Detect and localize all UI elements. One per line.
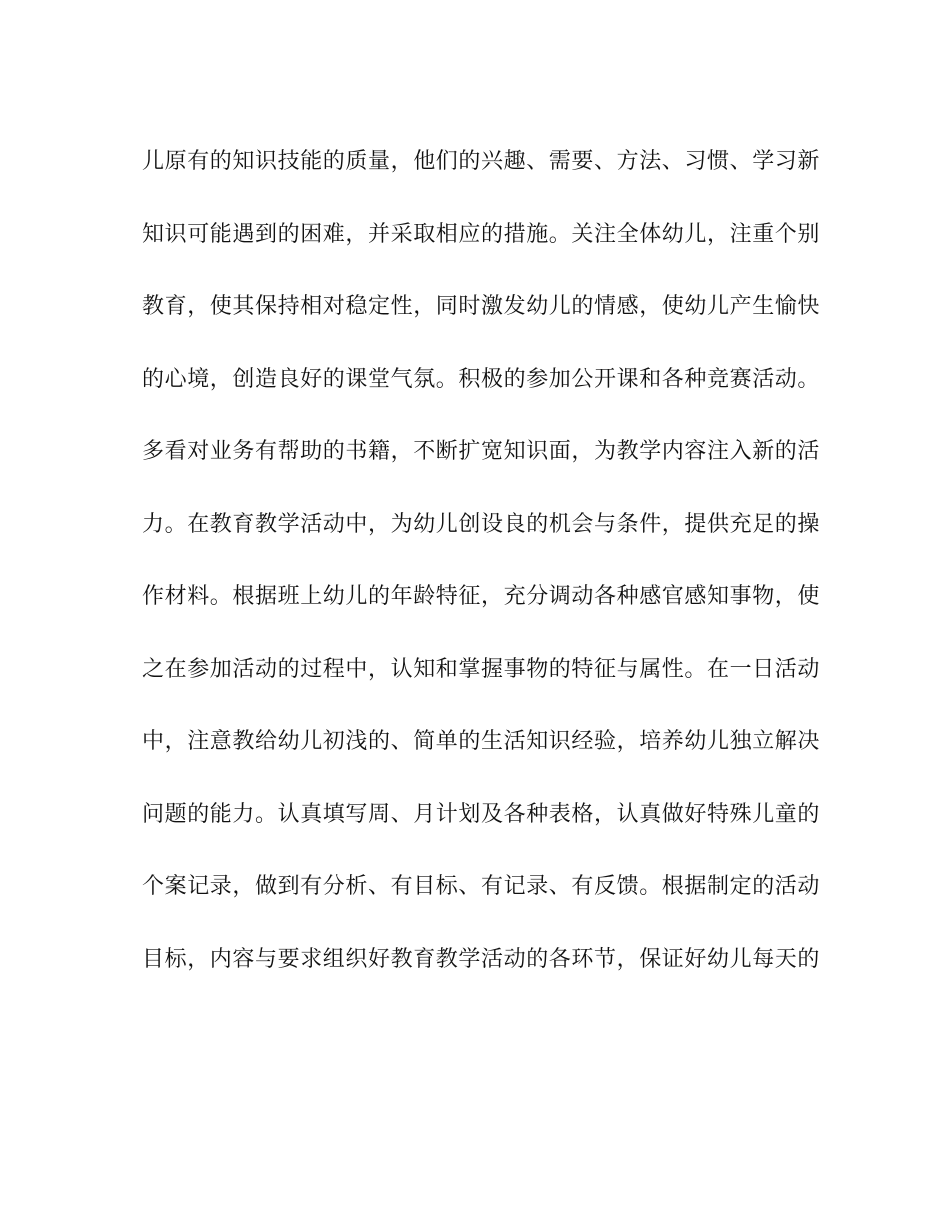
body-text (142, 138, 821, 1008)
text-line: 问题的能力。认真填写周、月计划及各种表格，认真做好特殊儿童的 (142, 801, 821, 827)
text-line: 教育，使其保持相对稳定性，同时激发幼儿的情感，使幼儿产生愉快 (142, 294, 821, 319)
text-line: 个案记录，做到有分析、有目标、有记录、有反馈。根据制定的活动 (142, 874, 821, 899)
text-line: 知识可能遇到的困难，并采取相应的措施。关注全体幼儿，注重个别 (142, 221, 821, 247)
text-line: 中，注意教给幼儿初浅的、简单的生活知识经验，培养幼儿独立解决 (142, 729, 821, 754)
text-line: 儿原有的知识技能的质量，他们的兴趣、需要、方法、习惯、学习新 (142, 149, 821, 174)
text-line: 多看对业务有帮助的书籍，不断扩宽知识面，为教学内容注入新的活 (142, 439, 821, 464)
text-line: 目标，内容与要求组织好教育教学活动的各环节，保证好幼儿每天的 (142, 946, 821, 972)
text-line: 之在参加活动的过程中，认知和掌握事物的特征与属性。在一日活动 (142, 656, 821, 682)
text-line: 作材料。根据班上幼儿的年龄特征，充分调动各种感官感知事物，使 (142, 584, 821, 609)
text-line: 的心境，创造良好的课堂气氛。积极的参加公开课和各种竞赛活动。 (142, 366, 821, 392)
text-line: 力。在教育教学活动中，为幼儿创设良的机会与条件，提供充足的操 (142, 511, 821, 537)
